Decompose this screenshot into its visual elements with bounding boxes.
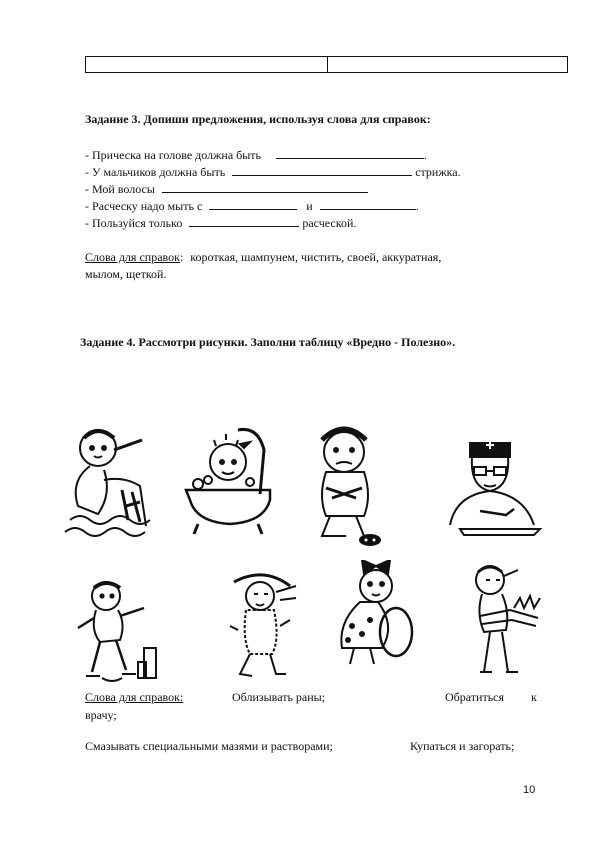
line1-blank[interactable] [276, 148, 424, 159]
child-applying-ointment-icon [220, 570, 306, 682]
child-in-bathtub-icon [178, 420, 278, 540]
child-swimming-icon [60, 420, 160, 545]
page-number: 10 [523, 784, 536, 796]
table-cell-right [328, 57, 568, 73]
child-in-grass-icon [460, 560, 550, 684]
line5-text: - Пользуйся только [85, 216, 183, 230]
line4-text: - Расческу надо мыть с [85, 199, 203, 213]
task4-item-1: Облизывать раны; [232, 690, 326, 704]
child-hurt-leg-icon [72, 578, 170, 688]
task3-line-4 [85, 199, 419, 214]
task3-line-2 [85, 165, 461, 180]
top-table [85, 56, 568, 73]
line2-end: стрижка. [415, 165, 461, 179]
line4-blank-1[interactable] [209, 199, 297, 210]
task4-ref-label: Слова для справок: [85, 690, 184, 704]
line2-text: - У мальчиков должна быть [85, 165, 226, 179]
task3-line-3 [85, 182, 368, 197]
task3-ref-label: Слова для справок [85, 250, 180, 264]
line4-blank-2[interactable] [320, 199, 416, 210]
task3-ref-colon: : [179, 250, 184, 264]
line1-text: - Прическа на голове должна быть [85, 148, 262, 162]
task4-item-4: Купаться и загорать; [410, 739, 515, 753]
task3-line-1 [85, 148, 427, 163]
line5-blank[interactable] [189, 216, 299, 227]
girl-with-hoop-icon [330, 560, 420, 670]
task4-item-2b: к [531, 690, 537, 704]
line2-blank[interactable] [232, 165, 412, 176]
line4-mid: и [306, 199, 313, 213]
task3-line-5 [85, 216, 356, 231]
task4-item-3: Смазывать специальными мазями и растворами; [85, 739, 333, 753]
line4-end: . [415, 199, 419, 213]
task3-ref-words-1: короткая, шампунем, чистить, своей, аккуратная, [190, 250, 442, 264]
doctor-writing-icon [440, 425, 550, 540]
line1-end: . [424, 148, 428, 162]
task3-heading: Задание 3. Допиши предложения, используя слова для справок: [85, 112, 431, 126]
table-cell-left [86, 57, 328, 73]
task4-item-2c: врачу; [85, 708, 117, 722]
task3-reference [85, 250, 441, 265]
task4-item-2a: Обратиться [445, 690, 505, 704]
task3-ref-words-2: мылом, щеткой. [85, 267, 167, 281]
task4-heading: Задание 4. Рассмотри рисунки. Заполни таблицу «Вредно - Полезно». [80, 335, 456, 349]
child-sitting-hurt-knee-icon [300, 418, 388, 548]
line5-end: расческой. [302, 216, 357, 230]
line3-blank[interactable] [162, 182, 368, 193]
line3-text: - Мой волосы [85, 182, 155, 196]
